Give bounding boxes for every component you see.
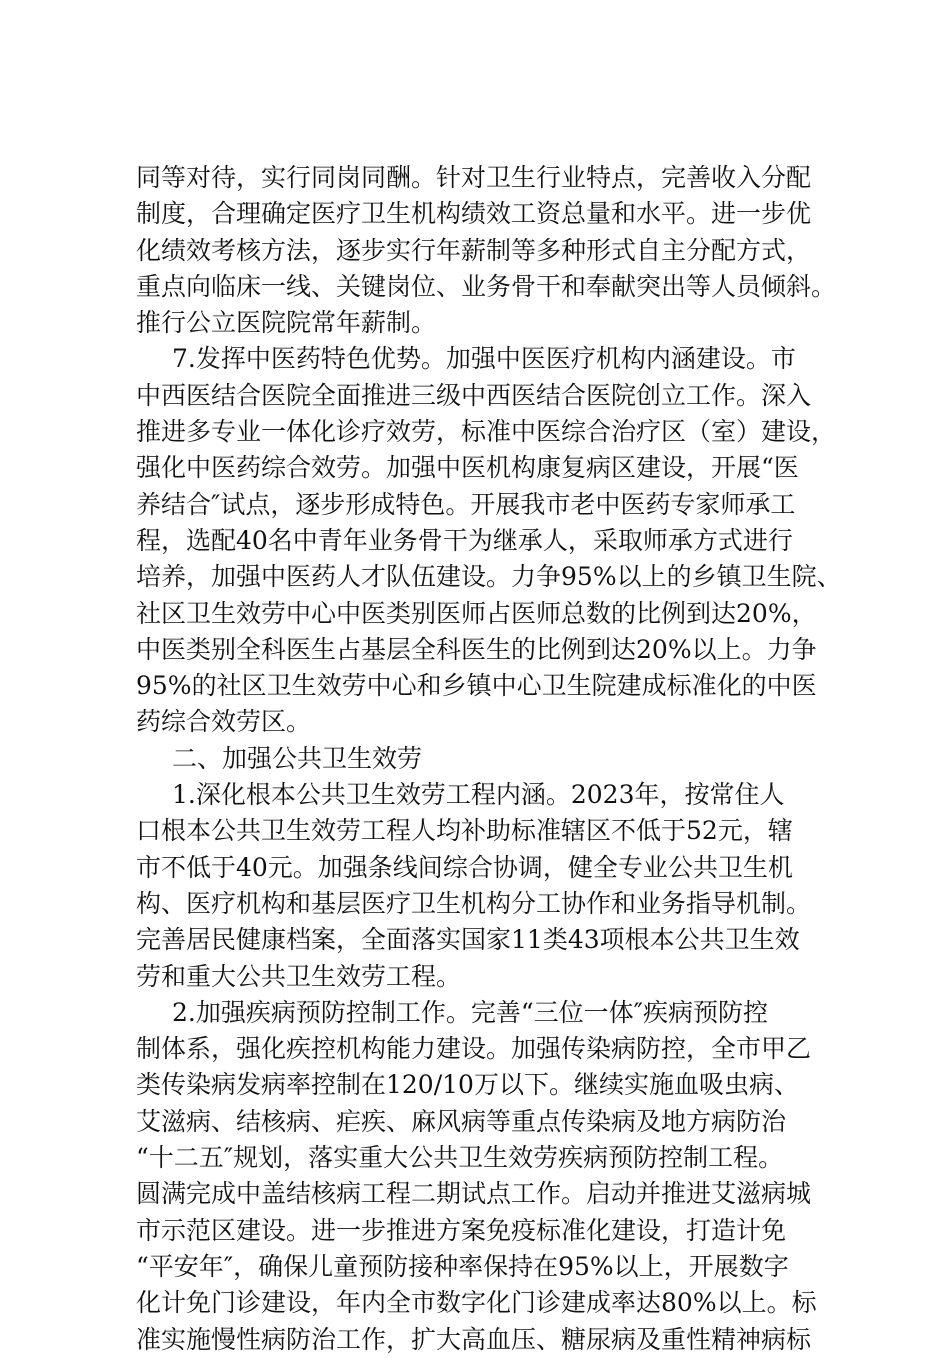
text-line: 社区卫生效劳中心中医类别医师占医师总数的比例到达20%， [136,598,817,628]
text-line: 培养，加强中医药人才队伍建设。力争95%以上的乡镇卫生院、 [136,562,842,592]
text-line: 准实施慢性病防治工作，扩大高血压、糖尿病及重性精神病标 [136,1324,812,1354]
paragraph-first-line: 二、加强公共卫生效劳 [172,743,423,773]
text-line: 化计免门诊建设，年内全市数字化门诊建成率达80%以上。标 [136,1288,817,1318]
text-line: 劳和重大公共卫生效劳工程。 [136,961,462,991]
text-line: 市示范区建设。进一步推进方案免疫标准化建设，打造计免 [136,1215,787,1245]
text-line: 推进多专业一体化诊疗效劳，标准中医综合治疗区（室）建设， [136,417,837,447]
text-line: 养结合″试点，逐步形成特色。开展我市老中医药专家师承工 [136,489,796,519]
text-line: 重点向临床一线、关键岗位、业务骨干和奉献突出等人员倾斜。 [136,271,837,301]
document-body [136,160,846,1358]
text-line: 圆满完成中盖结核病工程二期试点工作。启动并推进艾滋病城 [136,1179,812,1209]
text-line: 完善居民健康档案，全面落实国家11类43项根本公共卫生效 [136,925,800,955]
text-line: 市不低于40元。加强条线间综合协调，健全专业公共卫生机 [136,852,793,882]
text-line: 制度，合理确定医疗卫生机构绩效工资总量和水平。进一步优 [136,199,812,229]
paragraph-first-line: 2.加强疾病预防控制工作。完善“三位一体″疾病预防控 [172,997,768,1027]
text-line: 推行公立医院院常年薪制。 [136,308,437,338]
text-line: “平安年″，确保儿童预防接种率保持在95%以上，开展数字 [136,1251,789,1281]
text-line: 程，选配40名中青年业务骨干为继承人，采取师承方式进行 [136,525,793,555]
text-line: 艾滋病、结核病、疟疾、麻风病等重点传染病及地方病防治 [136,1106,787,1136]
text-line: 构、医疗机构和基层医疗卫生机构分工协作和业务指导机制。 [136,888,812,918]
text-line: 中医类别全科医生占基层全科医生的比例到达20%以上。力争 [136,634,817,664]
text-line: 强化中医药综合效劳。加强中医机构康复病区建设，开展“医 [136,453,799,483]
text-line: 中西医结合医院全面推进三级中西医结合医院创立工作。深入 [136,380,812,410]
text-line: 口根本公共卫生效劳工程人均补助标准辖区不低于52元，辖 [136,816,793,846]
paragraph-first-line: 7.发挥中医药特色优势。加强中医医疗机构内涵建设。市 [172,344,796,374]
text-line: 95%的社区卫生效劳中心和乡镇中心卫生院建成标准化的中医 [136,671,817,701]
paragraph-first-line: 1.深化根本公共卫生效劳工程内涵。2023年，按常住人 [172,780,785,810]
text-line: 同等对待，实行同岗同酬。针对卫生行业特点，完善收入分配 [136,163,812,192]
text-line: 制体系，强化疾控机构能力建设。加强传染病防控，全市甲乙 [136,1034,812,1064]
text-line: 化绩效考核方法，逐步实行年薪制等多种形式自主分配方式， [136,235,812,265]
text-line: 类传染病发病率控制在120/10万以下。继续实施血吸虫病、 [136,1070,799,1100]
text-line: “十二五″规划，落实重大公共卫生效劳疾病预防控制工程。 [136,1143,784,1173]
text-line: 药综合效劳区。 [136,707,312,737]
